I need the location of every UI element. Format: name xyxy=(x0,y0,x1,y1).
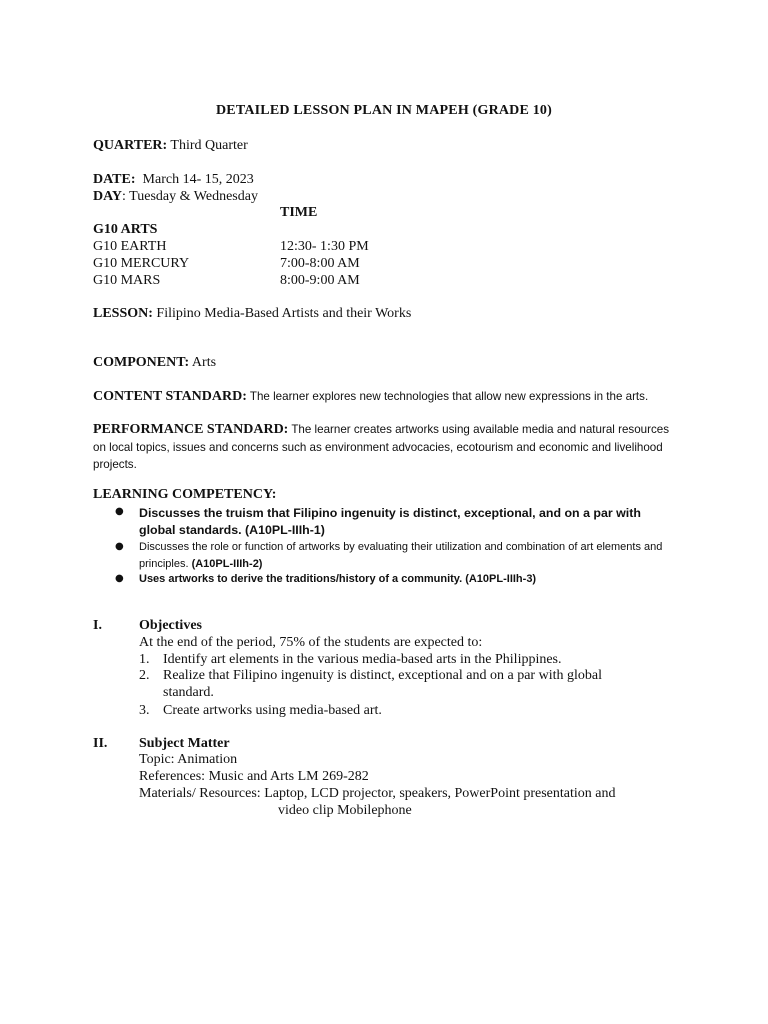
date-label: DATE: xyxy=(93,172,136,187)
subject-matter-roman: II. xyxy=(93,736,108,751)
lesson-label: LESSON: xyxy=(93,306,153,321)
date-line xyxy=(93,172,254,189)
schedule-section-0: G10 EARTH xyxy=(93,239,167,254)
quarter-label: QUARTER: xyxy=(93,138,168,153)
competency-item-1-code: (A10PL-IIIh-2) xyxy=(191,557,263,570)
section-header: G10 ARTS xyxy=(93,222,158,237)
objective-item-0: Identify art elements in the various media-based arts in the Philippines. xyxy=(163,652,562,667)
competency-item-1 xyxy=(139,539,679,572)
bullet-icon: ● xyxy=(115,506,124,517)
content-standard-value: The learner explores new technologies that allow new expressions in the arts. xyxy=(246,390,649,403)
objective-num-0: 1. xyxy=(139,652,150,667)
bullet-icon: ● xyxy=(115,573,124,584)
objectives-roman: I. xyxy=(93,618,102,633)
lesson-line xyxy=(93,306,411,323)
objectives-heading: Objectives xyxy=(139,618,202,633)
time-header: TIME xyxy=(280,205,318,220)
schedule-time-2: 8:00-9:00 AM xyxy=(280,273,360,288)
subject-references: References: Music and Arts LM 269-282 xyxy=(139,769,369,784)
competency-label: LEARNING COMPETENCY: xyxy=(93,487,277,502)
bullet-icon: ● xyxy=(115,541,124,552)
subject-topic: Topic: Animation xyxy=(139,752,238,767)
competency-item-2-text: Uses artworks to derive the traditions/history of a community. xyxy=(139,573,466,585)
objective-num-1: 2. xyxy=(139,668,150,683)
materials-line1: Laptop, LCD projector, speakers, PowerPoint presentation and xyxy=(260,786,616,801)
performance-standard xyxy=(93,421,673,474)
materials-label: Materials/ Resources: xyxy=(139,786,261,801)
day-line xyxy=(93,189,258,206)
quarter-line xyxy=(93,138,248,155)
day-label: DAY xyxy=(93,189,123,204)
performance-standard-value: The learner creates artworks using available media and natural resources on local topics, issues and concerns such as environment advocacies, ecotourism and economic and livelihood projects. xyxy=(93,423,669,471)
performance-standard-label: PERFORMANCE STANDARD: xyxy=(93,422,289,437)
subject-matter-heading: Subject Matter xyxy=(139,736,230,751)
component-value: Arts xyxy=(189,355,217,370)
subject-materials xyxy=(139,786,616,803)
schedule-section-2: G10 MARS xyxy=(93,273,161,288)
quarter-value: Third Quarter xyxy=(167,138,248,153)
objective-item-2: Create artworks using media-based art. xyxy=(163,703,382,718)
content-standard xyxy=(93,388,673,406)
day-value: : Tuesday & Wednesday xyxy=(122,189,258,204)
document-title: DETAILED LESSON PLAN IN MAPEH (GRADE 10) xyxy=(216,103,552,118)
objectives-intro: At the end of the period, 75% of the students are expected to: xyxy=(139,635,483,650)
lesson-value: Filipino Media-Based Artists and their Works xyxy=(152,306,412,321)
competency-item-2-code: (A10PL-IIIh-3) xyxy=(465,573,537,585)
competency-item-0: Discusses the truism that Filipino ingenuity is distinct, exceptional, and on a par with global standards. (A10PL-IIIh-1) xyxy=(139,506,641,537)
schedule-time-1: 7:00-8:00 AM xyxy=(280,256,360,271)
content-standard-label: CONTENT STANDARD: xyxy=(93,389,247,404)
objective-item-1: Realize that Filipino ingenuity is distinct, exceptional and on a par with global standard. xyxy=(163,668,602,700)
schedule-time-0: 12:30- 1:30 PM xyxy=(280,239,369,254)
component-line xyxy=(93,355,216,372)
materials-line2: video clip Mobilephone xyxy=(278,803,412,818)
objective-num-2: 3. xyxy=(139,703,150,718)
date-value: March 14- 15, 2023 xyxy=(135,172,254,187)
schedule-section-1: G10 MERCURY xyxy=(93,256,190,271)
component-label: COMPONENT: xyxy=(93,355,190,370)
competency-item-1-text: Discusses the role or function of artworks by evaluating their utilization and combination of art elements and principles. xyxy=(139,541,663,570)
competency-item-2 xyxy=(139,571,679,588)
